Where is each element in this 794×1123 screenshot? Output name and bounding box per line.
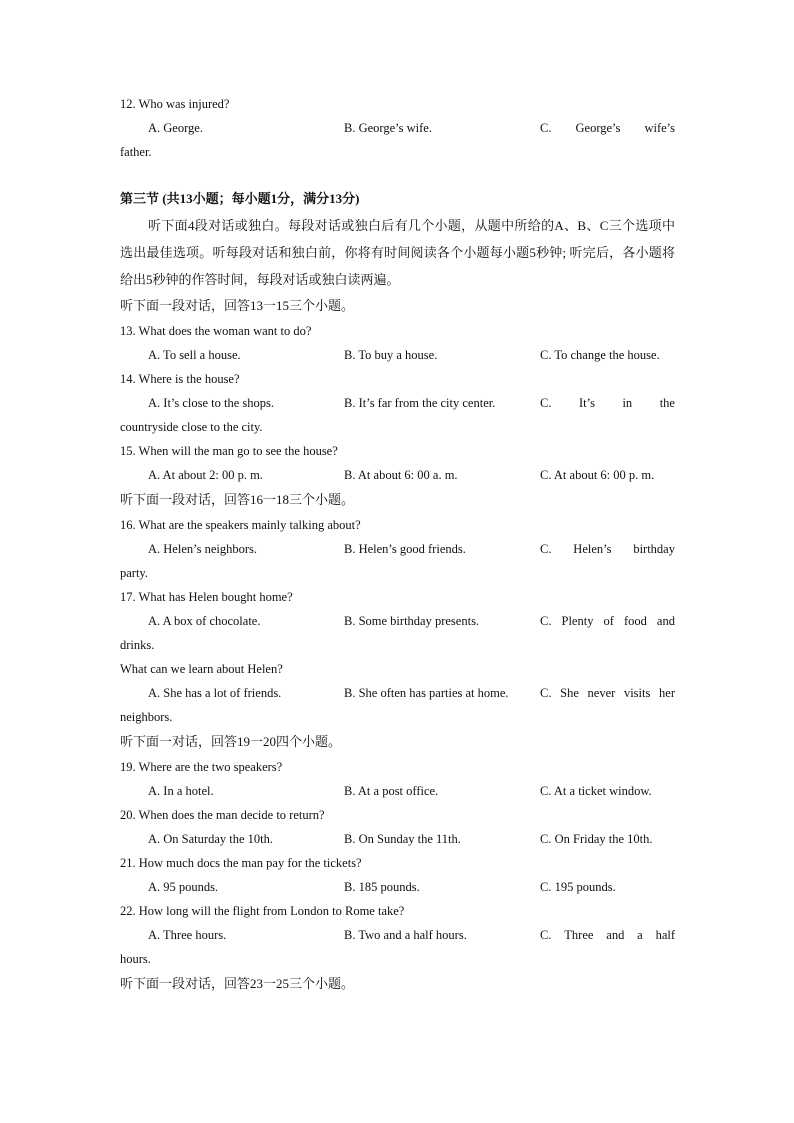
- options-12: [120, 116, 675, 140]
- options-14: [120, 391, 675, 415]
- option-c-word: C.: [540, 396, 552, 410]
- option-a: A. In a hotel.: [148, 784, 214, 798]
- option-c-continuation: neighbors.: [120, 710, 173, 724]
- options-16: [120, 537, 675, 561]
- option-c-word: George’s: [575, 121, 621, 135]
- options-13: [120, 343, 675, 367]
- option-c-word: a: [637, 928, 643, 942]
- option-c-word: C.: [540, 928, 552, 942]
- option-c-word: food: [623, 614, 647, 628]
- option-a: A. It’s close to the shops.: [148, 396, 275, 410]
- option-a: A. 95 pounds.: [148, 880, 219, 894]
- option-b: B. At about 6: 00 a. m.: [344, 468, 458, 482]
- option-a: A. She has a lot of friends.: [148, 686, 282, 700]
- dialogue-heading: 听下面一对话，回答19一20四个小题。: [120, 734, 342, 749]
- option-c-word: in: [622, 396, 633, 410]
- option-c-word: never: [587, 686, 616, 700]
- exam-page: [120, 92, 675, 997]
- option-c: [540, 681, 675, 705]
- question-18: What can we learn about Helen?: [120, 662, 283, 676]
- option-c-word: and: [606, 928, 625, 942]
- option-b: B. 185 pounds.: [344, 880, 420, 894]
- question-15: 15. When will the man go to see the house?: [120, 444, 338, 458]
- option-a: A. On Saturday the 10th.: [148, 832, 273, 846]
- options-21: [120, 875, 675, 899]
- option-c-continuation: party.: [120, 566, 148, 580]
- question-22: 22. How long will the flight from London to Rome take?: [120, 904, 405, 918]
- question-17: 17. What has Helen bought home?: [120, 590, 293, 604]
- option-c: [540, 609, 675, 633]
- question-13: 13. What does the woman want to do?: [120, 324, 312, 338]
- option-c-word: C.: [540, 614, 552, 628]
- question-21: 21. How much docs the man pay for the tickets?: [120, 856, 362, 870]
- options-19: [120, 779, 675, 803]
- question-19: 19. Where are the two speakers?: [120, 760, 283, 774]
- options-15: [120, 463, 675, 487]
- option-b: B. Two and a half hours.: [344, 928, 467, 942]
- option-c-continuation: hours.: [120, 952, 151, 966]
- question-16: 16. What are the speakers mainly talking about?: [120, 518, 361, 532]
- section-title: 第三节 (共13小题；每小题1分，满分13分): [120, 191, 360, 206]
- option-b: B. Some birthday presents.: [344, 614, 480, 628]
- options-20: [120, 827, 675, 851]
- option-c: C. 195 pounds.: [540, 880, 616, 894]
- option-c: [540, 391, 675, 415]
- option-b: B. She often has parties at home.: [344, 686, 509, 700]
- option-a: A. Three hours.: [148, 928, 227, 942]
- option-c-word: her: [659, 686, 675, 700]
- dialogue-heading: 听下面一段对话，回答23一25三个小题。: [120, 976, 355, 991]
- option-a: A. At about 2: 00 p. m.: [148, 468, 263, 482]
- option-c: C. At a ticket window.: [540, 784, 652, 798]
- option-c-word: of: [603, 614, 614, 628]
- option-c: C. On Friday the 10th.: [540, 832, 653, 846]
- option-b: B. George’s wife.: [344, 121, 432, 135]
- option-b: B. Helen’s good friends.: [344, 542, 466, 556]
- option-b: B. At a post office.: [344, 784, 439, 798]
- option-c-word: C.: [540, 121, 552, 135]
- question-14: 14. Where is the house?: [120, 372, 240, 386]
- option-c-word: Helen’s: [573, 542, 612, 556]
- option-c-word: wife’s: [644, 121, 675, 135]
- option-c: [540, 923, 675, 947]
- option-c-word: It’s: [578, 396, 595, 410]
- option-b: B. To buy a house.: [344, 348, 438, 362]
- question-20: 20. When does the man decide to return?: [120, 808, 325, 822]
- option-c: [540, 537, 675, 561]
- option-c-continuation: father.: [120, 145, 152, 159]
- option-c-word: Plenty: [561, 614, 594, 628]
- option-c: C. To change the house.: [540, 348, 660, 362]
- dialogue-heading: 听下面一段对话，回答13一15三个小题。: [120, 298, 355, 313]
- options-17: [120, 609, 675, 633]
- option-a: A. To sell a house.: [148, 348, 241, 362]
- options-22: [120, 923, 675, 947]
- section-instructions: 听下面4段对话或独白。每段对话或独白后有几个小题，从题中所给的A、B、C三个选项中选出最佳选项。听每段对话和独白前，你将有时间阅读各个小题每小题5秒钟; 听完后，各小题将给出5秒钟的作答时间，每段对话或独白读两遍。: [120, 218, 675, 287]
- option-c-continuation: drinks.: [120, 638, 155, 652]
- option-c: C. At about 6: 00 p. m.: [540, 468, 655, 482]
- option-a: A. A box of chocolate.: [148, 614, 261, 628]
- option-a: A. George.: [148, 121, 203, 135]
- option-c-word: She: [560, 686, 579, 700]
- question-12: 12. Who was injured?: [120, 97, 230, 111]
- option-b: B. It’s far from the city center.: [344, 396, 496, 410]
- option-c-continuation: countryside close to the city.: [120, 420, 263, 434]
- option-c: [540, 116, 675, 140]
- option-c-word: Three: [564, 928, 594, 942]
- option-c-word: and: [656, 614, 675, 628]
- option-b: B. On Sunday the 11th.: [344, 832, 461, 846]
- dialogue-heading: 听下面一段对话，回答16一18三个小题。: [120, 492, 355, 507]
- option-a: A. Helen’s neighbors.: [148, 542, 258, 556]
- option-c-word: half: [655, 928, 675, 942]
- option-c-word: birthday: [633, 542, 675, 556]
- option-c-word: visits: [623, 686, 651, 700]
- option-c-word: C.: [540, 542, 552, 556]
- option-c-word: C.: [540, 686, 552, 700]
- options-18: [120, 681, 675, 705]
- option-c-word: the: [659, 396, 675, 410]
